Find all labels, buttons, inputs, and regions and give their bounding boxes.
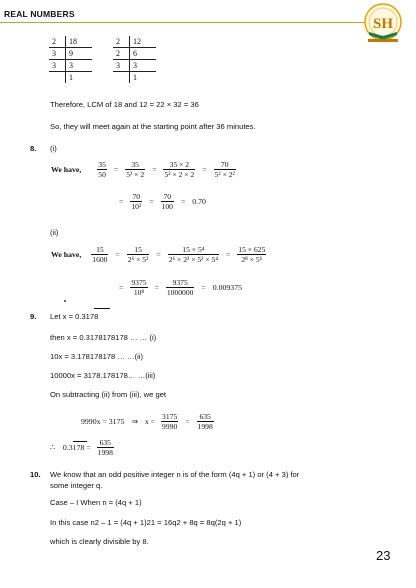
table-row: 3 3 <box>49 60 92 72</box>
fraction: $\frac{9375}{1000000}$ <box>166 278 194 297</box>
equation-lhs: 9990x = 3175 <box>81 417 125 426</box>
we-have-label: We have, <box>51 165 82 174</box>
q10-line-5: which is clearly divisible by 8. <box>50 537 149 546</box>
equation-lhs: 0.3178 = <box>62 443 91 452</box>
print-speck <box>64 300 66 302</box>
fraction: $\frac{3175}{9990}$ <box>162 412 178 431</box>
fraction: $\frac{35}{\text{5² × 2}}$ <box>126 160 145 179</box>
fraction: $\frac{15}{1600}$ <box>92 245 108 264</box>
svg-text:SH: SH <box>373 16 394 32</box>
recurring-bar <box>94 308 110 309</box>
fraction: $\frac{35}{50}$ <box>98 160 106 179</box>
header-rule <box>0 22 374 23</box>
q8-equation-d: = $\frac{9375}{\text{10⁸}}$ = $\frac{9375}{1000000}$ = 0.009375 <box>119 278 242 297</box>
page-header <box>0 0 416 30</box>
q8-part-ii: (ii) <box>50 228 59 237</box>
equation-x: x = <box>144 417 156 426</box>
fraction: $\frac{635}{1998}$ <box>97 438 113 457</box>
fraction: $\frac{70}{\text{10²}}$ <box>131 192 142 211</box>
header-title: REAL NUMBERS <box>4 9 75 19</box>
table-row: 2 12 <box>113 36 156 48</box>
meet-line: So, they will meet again at the starting point after 36 minutes. <box>50 122 256 131</box>
table-row: 1 <box>113 72 156 84</box>
q10-line-4: In this case n2 – 1 = (4q + 1)21 = 16q2 + 8q = 8q(2q + 1) <box>50 518 242 527</box>
fraction: $\frac{\text{15 × 5⁴}}{\text{2⁶ × 2² × 5² × 5⁴}}$ <box>168 245 218 264</box>
q9-line-4: 10000x = 3178.178178… …(iii) <box>50 371 156 380</box>
question-number-8: 8. <box>30 144 37 153</box>
q8-equation-a: We have, $\frac{35}{50}$ = $\frac{35}{\text{5² × 2}}$ = $\frac{35 \times 2}{\text{5² × 2 × 2}}$ = $\frac{70}{\text{5² × 2²}}$ <box>51 160 235 179</box>
q10-line-3: Case – I When n = (4q + 1) <box>50 498 142 507</box>
q9-line-3: 10x = 3.178178178 … …(ii) <box>50 352 144 361</box>
q9-equation-1: 9990x = 3175 ⇒ x = $\frac{3175}{9990}$ = $\frac{635}{1998}$ <box>81 412 213 431</box>
question-number-9: 9. <box>30 312 37 321</box>
result-value: 0.70 <box>192 197 206 206</box>
lcm-line: Therefore, LCM of 18 and 12 = 22 × 32 = 36 <box>50 100 199 109</box>
fraction: $\frac{35 \times 2}{\text{5² × 2 × 2}}$ <box>164 160 195 179</box>
q8-equation-c: We have, $\frac{15}{1600}$ = $\frac{15}{\text{2⁶ × 5²}}$ = $\frac{\text{15 × 5⁴}}{\text{2⁶ × 2² × 5² × 5⁴}}$ = $\frac{15 \times 625}{\text{2⁸ × 5⁶}}$ <box>51 245 266 264</box>
we-have-label: We have, <box>51 250 82 259</box>
recurring-bar <box>73 441 87 442</box>
result-value: 0.009375 <box>212 283 242 292</box>
q10-line-1: We know that an odd positive integer n is of the form (4q + 1) or (4 + 3) for <box>50 470 300 479</box>
fraction: $\frac{15 \times 625}{\text{2⁸ × 5⁶}}$ <box>238 245 266 264</box>
fraction: $\frac{15}{\text{2⁶ × 5²}}$ <box>127 245 149 264</box>
table-row: 3 3 <box>113 60 156 72</box>
q9-line-1: Let x = 0.3178 <box>50 312 99 321</box>
table-row: 1 <box>49 72 92 84</box>
fraction: $\frac{9375}{\text{10⁸}}$ <box>131 278 147 297</box>
division-table-12 <box>113 36 156 83</box>
table-row: 2 6 <box>113 48 156 60</box>
q10-line-2: some integer q. <box>50 481 103 490</box>
q8-equation-b: = $\frac{70}{\text{10²}}$ = $\frac{70}{100}$ = 0.70 <box>119 192 206 211</box>
fraction: $\frac{70}{100}$ <box>161 192 173 211</box>
q9-line-2: then x = 0.3178178178 … … (i) <box>50 333 157 342</box>
q9-line-5: On subtracting (ii) from (iii), we get <box>50 390 167 399</box>
question-number-10: 10. <box>30 470 41 479</box>
brand-logo <box>356 2 410 46</box>
logo-emblem-icon <box>356 2 410 46</box>
fraction: $\frac{635}{1998}$ <box>197 412 213 431</box>
table-row: 3 9 <box>49 48 92 60</box>
division-table-18 <box>49 36 92 83</box>
fraction: $\frac{70}{\text{5² × 2²}}$ <box>214 160 235 179</box>
therefore-symbol: ∴ <box>50 443 55 452</box>
table-row: 2 18 <box>49 36 92 48</box>
page-number: 23 <box>376 548 391 563</box>
implies-symbol: ⇒ <box>131 417 138 426</box>
q8-part-i: (i) <box>50 144 57 153</box>
